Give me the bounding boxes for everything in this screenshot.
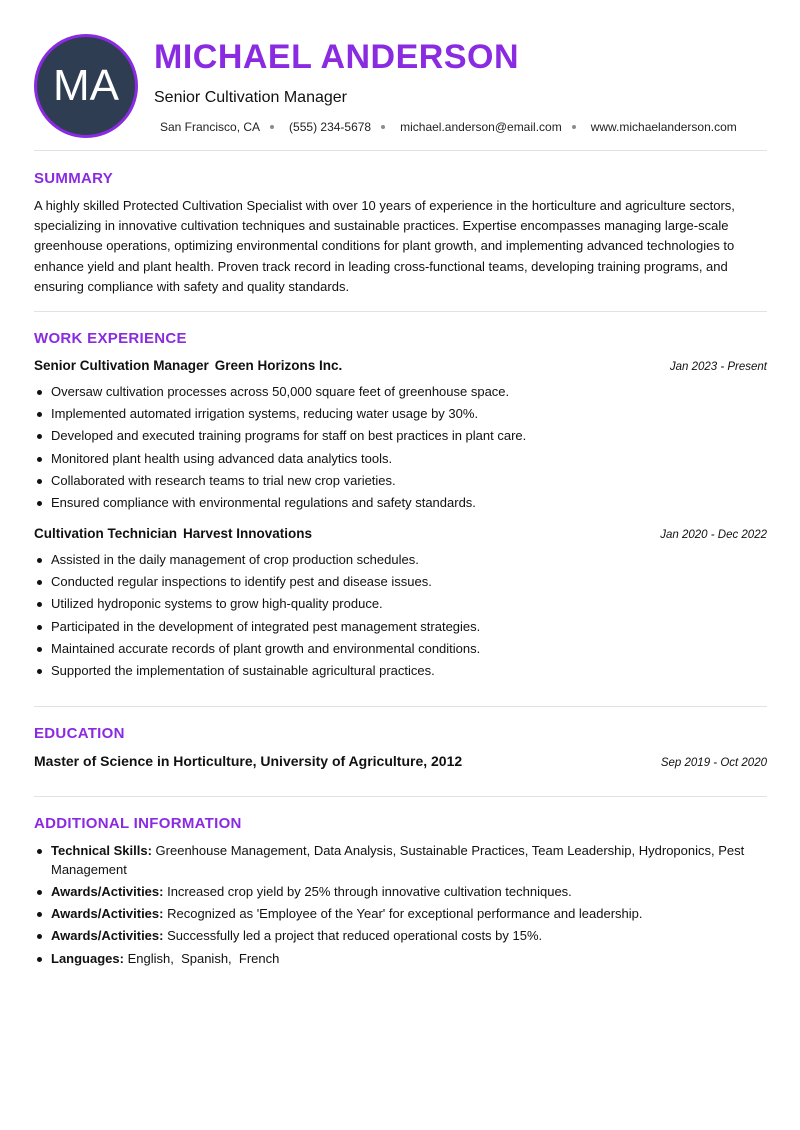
additional-info-heading: ADDITIONAL INFORMATION	[34, 815, 242, 832]
list-item: Utilized hydroponic systems to grow high-quality produce.	[34, 593, 767, 615]
additional-info-list	[34, 841, 767, 971]
info-label: Technical Skills:	[51, 843, 152, 858]
avatar	[34, 34, 138, 138]
job-title	[34, 526, 312, 541]
info-text: Recognized as 'Employee of the Year' for exceptional performance and leadership.	[167, 906, 643, 921]
summary-text: A highly skilled Protected Cultivation Specialist with over 10 years of experience in the horticulture and agriculture sectors, specializing in innovative cultivation techniques and sustainable practices. Expertise encompasses managing large-scale greenhouse operations, optimizing environmental conditions for plant growth, and implementing advanced technologies to enhance yield and plant health. Proven track record in leading cross-functional teams, developing training programs, and ensuring compliance with safety and quality standards.	[34, 198, 735, 294]
list-item: Monitored plant health using advanced data analytics tools.	[34, 448, 767, 470]
job-bullet-list	[34, 549, 767, 682]
candidate-title: Senior Cultivation Manager	[154, 89, 347, 106]
info-label: Awards/Activities:	[51, 884, 164, 899]
list-item	[34, 949, 767, 968]
list-item: Developed and executed training programs for staff on best practices in plant care.	[34, 425, 767, 447]
info-text: English, Spanish, French	[127, 951, 280, 966]
contact-line	[160, 120, 737, 134]
education-divider	[34, 796, 767, 797]
education-entry	[34, 753, 767, 769]
job-dates: Jan 2023 - Present	[669, 361, 767, 373]
summary-heading: SUMMARY	[34, 170, 114, 187]
list-item: Collaborated with research teams to trial new crop varieties.	[34, 470, 767, 492]
job-header	[34, 526, 767, 541]
list-item	[34, 926, 767, 945]
info-text: Successfully led a project that reduced operational costs by 15%.	[167, 928, 543, 943]
separator-dot-icon	[381, 125, 385, 129]
contact-email[interactable]: michael.anderson@email.com	[400, 120, 562, 134]
experience-divider	[34, 706, 767, 707]
info-text: Greenhouse Management, Data Analysis, Sustainable Practices, Team Leadership, Hydroponics, Pest Management	[51, 843, 745, 877]
resume-header	[0, 0, 800, 150]
education-dates: Sep 2019 - Oct 2020	[660, 757, 767, 769]
list-item: Conducted regular inspections to identify pest and disease issues.	[34, 571, 767, 593]
info-label: Awards/Activities:	[51, 928, 164, 943]
job-bullet-list	[34, 381, 767, 514]
job-company: Green Horizons Inc.	[214, 358, 343, 373]
list-item: Oversaw cultivation processes across 50,000 square feet of greenhouse space.	[34, 381, 767, 403]
job-company: Harvest Innovations	[183, 526, 313, 541]
list-item: Implemented automated irrigation systems, reducing water usage by 30%.	[34, 403, 767, 425]
info-text: Increased crop yield by 25% through innovative cultivation techniques.	[167, 884, 572, 899]
list-item: Supported the implementation of sustainable agricultural practices.	[34, 660, 767, 682]
candidate-name: MICHAEL ANDERSON	[154, 38, 520, 76]
info-label: Awards/Activities:	[51, 906, 164, 921]
list-item: Ensured compliance with environmental regulations and safety standards.	[34, 492, 767, 514]
list-item	[34, 904, 767, 923]
summary-divider	[34, 311, 767, 312]
list-item: Maintained accurate records of plant growth and environmental conditions.	[34, 638, 767, 660]
contact-location: San Francisco, CA	[160, 120, 261, 134]
list-item	[34, 882, 767, 901]
list-item: Assisted in the daily management of crop production schedules.	[34, 549, 767, 571]
job-role: Senior Cultivation Manager	[34, 358, 209, 373]
avatar-initials: MA	[53, 61, 119, 110]
work-experience-heading: WORK EXPERIENCE	[34, 330, 187, 347]
job-dates: Jan 2020 - Dec 2022	[660, 529, 767, 541]
list-item: Participated in the development of integrated pest management strategies.	[34, 616, 767, 638]
separator-dot-icon	[270, 125, 274, 129]
job-header	[34, 358, 767, 373]
separator-dot-icon	[572, 125, 576, 129]
header-divider	[34, 150, 767, 151]
info-label: Languages:	[51, 951, 124, 966]
contact-website[interactable]: www.michaelanderson.com	[590, 120, 737, 134]
job-title	[34, 358, 342, 373]
list-item	[34, 841, 767, 879]
job-role: Cultivation Technician	[34, 526, 178, 541]
education-degree: Master of Science in Horticulture, University of Agriculture, 2012	[34, 753, 463, 769]
education-heading: EDUCATION	[34, 725, 125, 742]
contact-phone: (555) 234-5678	[289, 120, 372, 134]
